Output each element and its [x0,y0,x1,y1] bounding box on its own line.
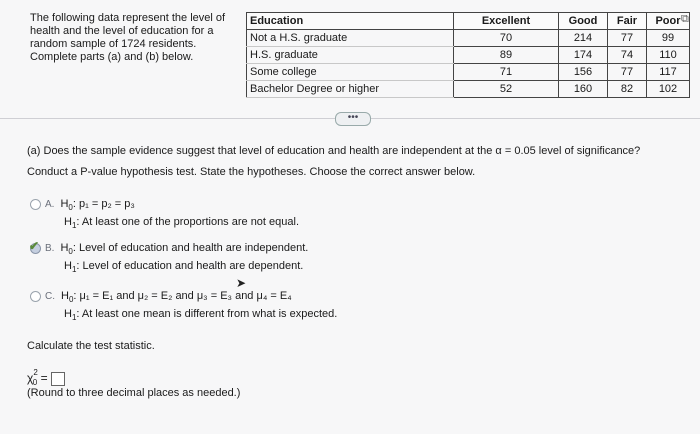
option-letter: B. [45,243,55,254]
option-letter: A. [45,199,55,210]
h0-symbol: $H_0$: [60,242,79,257]
cell: 74 [608,47,647,64]
table-row [247,47,690,64]
cell: 174 [559,47,608,64]
cell: 214 [559,30,608,47]
h1-symbol: $H_1$: [64,260,83,275]
header-poor: Poor [647,13,690,30]
rounding-note: (Round to three decimal places as needed.) [27,387,241,399]
problem-intro [30,12,240,64]
cell: 70 [454,30,559,47]
cell: 102 [647,81,690,98]
radio-c[interactable] [30,291,41,302]
intro-line: The following data represent the level of [30,12,226,24]
option-c-h1-line [30,307,337,325]
cell: 99 [647,30,690,47]
cell: 117 [647,64,690,81]
intro-line: Complete parts (a) and (b) below. [30,51,194,63]
cell: 156 [559,64,608,81]
header-fair: Fair [608,13,647,30]
education-health-table [246,12,690,98]
radio-b-selected[interactable] [29,238,41,254]
copy-table-icon[interactable]: ⧉ [681,13,689,25]
option-a-h0: p₁ = p₂ = p₃ [78,198,135,210]
more-button[interactable]: ••• [335,112,371,126]
option-letter: C. [45,291,55,302]
intro-line: health and the level of education for a [30,25,214,37]
option-b[interactable] [29,238,309,277]
h1-symbol: $H_1$: [64,308,82,323]
option-a[interactable] [30,197,299,233]
cell: 89 [454,47,559,64]
option-b-h1: Level of education and health are dependent. [82,260,304,273]
header-good: Good [559,13,608,30]
test-statistic-prompt: Calculate the test statistic. [27,340,155,352]
row-label: Not a H.S. graduate [247,30,454,47]
chi-square-symbol: $\chi^2_0$ [27,368,38,388]
table-row [247,30,690,47]
header-education: Education [247,13,454,30]
row-label: H.S. graduate [247,47,454,64]
equals-sign: = [40,371,48,385]
option-b-h1-line [30,259,308,277]
cell: 110 [647,47,690,64]
header-excellent: Excellent [454,13,559,30]
cell: 77 [608,64,647,81]
mouse-cursor-icon: ➤ [236,276,247,290]
option-c-h1: At least one mean is different from what is expected. [81,308,338,321]
intro-line: random sample of 1724 residents. [30,38,197,50]
table-row [247,64,690,81]
radio-a[interactable] [30,199,41,210]
cell: 77 [608,30,647,47]
test-statistic-answer-box[interactable] [51,372,65,386]
h0-symbol: $H_0$: [60,198,79,213]
table-header-row [247,13,690,30]
cell: 160 [559,81,608,98]
option-c[interactable] [30,289,337,325]
cell: 52 [454,81,559,98]
option-a-h1: At least one of the proportions are not equal. [81,216,300,229]
table-row [247,81,690,98]
question-instruction: Conduct a P-value hypothesis test. State the hypotheses. Choose the correct answer below. [27,166,476,178]
row-label: Some college [247,64,454,81]
option-b-h0: Level of education and health are independent. [78,242,309,254]
h0-symbol: $H_0$: [61,290,80,305]
question-part-a: (a) Does the sample evidence suggest that level of education and health are independent at the α = 0.05 level of significance? [27,145,641,157]
option-a-h1-line [30,215,299,233]
option-c-h0: μ₁ = E₁ and μ₂ = E₂ and μ₃ = E₃ and μ₄ = E₄ [79,290,292,302]
checkmark-icon: ✔ [29,238,40,253]
cell: 71 [454,64,559,81]
h1-symbol: $H_1$: [64,216,82,231]
cell: 82 [608,81,647,98]
row-label: Bachelor Degree or higher [247,81,454,98]
